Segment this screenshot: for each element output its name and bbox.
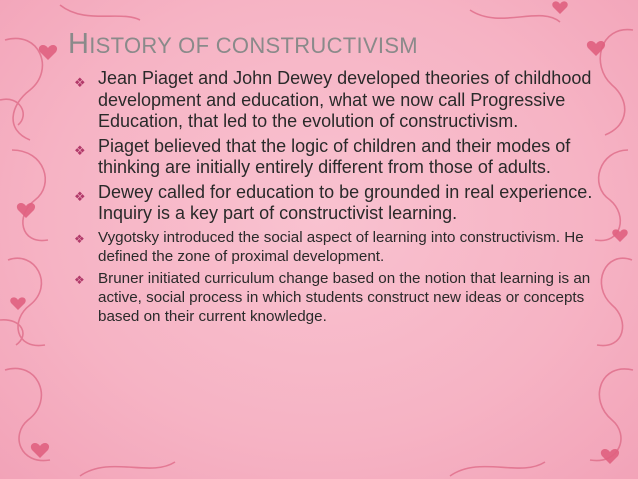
bullet-item: [72, 182, 612, 225]
slide-title-initial: H: [68, 28, 90, 60]
four-petal-diamond-bullet-icon: ❖: [74, 231, 85, 246]
bullet-text: Piaget believed that the logic of children and their modes of thinking are initially entirely different from those of adults.: [98, 135, 571, 177]
bullet-list: [72, 68, 612, 329]
four-petal-diamond-bullet-icon: ❖: [74, 142, 86, 158]
bullet-item: [72, 68, 612, 133]
bullet-item: [72, 136, 612, 179]
bullet-text: Dewey called for education to be grounded in real experience. Inquiry is a key part of constructivist learning.: [98, 181, 593, 223]
four-petal-diamond-bullet-icon: ❖: [74, 75, 86, 90]
slide-title-rest: ISTORY OF CONSTRUCTIVISM: [89, 33, 418, 58]
bullet-item: [72, 228, 612, 266]
bullet-text: Bruner initiated curriculum change based on the notion that learning is an active, social process in which students construct new ideas or concepts based on their current knowledge.: [98, 269, 591, 325]
slide-title: [68, 28, 418, 61]
bullet-item: [72, 269, 612, 326]
four-petal-diamond-bullet-icon: ❖: [74, 188, 86, 204]
bullet-text: Jean Piaget and John Dewey developed theories of childhood development and education, what we now call Progressive Education, that led to the evolution of constructivism.: [98, 68, 592, 131]
four-petal-diamond-bullet-icon: ❖: [74, 272, 85, 287]
bullet-text: Vygotsky introduced the social aspect of learning into constructivism. He defined the zone of proximal development.: [98, 228, 584, 265]
